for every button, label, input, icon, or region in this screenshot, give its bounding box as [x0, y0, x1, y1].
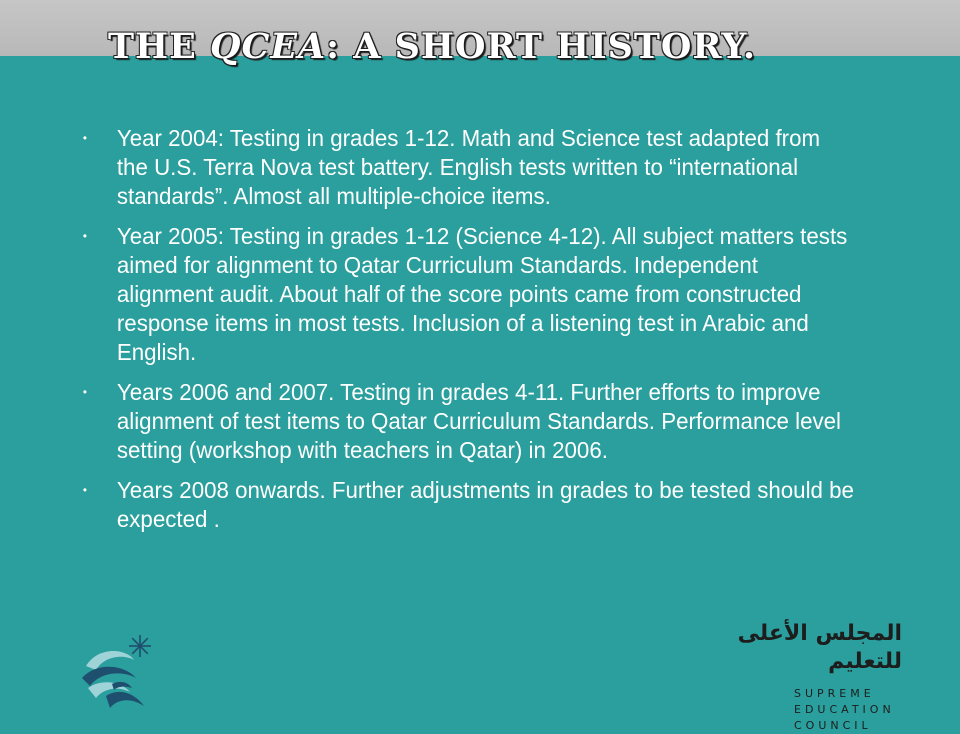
bullet-2004: [80, 124, 856, 211]
council-logo: [702, 620, 902, 734]
title-prefix: THE: [108, 26, 210, 67]
bullet-2006-2007: [80, 378, 856, 465]
bullet-text: Year 2005: Testing in grades 1-12 (Science 4-12). All subject matters tests aimed for alignment to Qatar Curriculum Standards. Independent alignment audit. About half of the score points came from constructed response items in most tests. Inclusion of a listening test in Arabic and English.: [116, 223, 848, 365]
bullet-text: Year 2004: Testing in grades 1-12. Math and Science test adapted from the U.S. Terra Nova test battery. English tests written to “international standards”. Almost all multiple-choice items.: [116, 125, 821, 209]
history-bullet-list: [80, 124, 880, 534]
logo-arabic-name: المجلس الأعلى للتعليم: [737, 621, 902, 674]
council-emblem-icon: [78, 626, 158, 716]
title-suffix: : A SHORT HISTORY.: [326, 26, 757, 67]
bullet-2008-onwards: [80, 476, 856, 534]
bullet-dot-icon: •: [82, 483, 87, 497]
bullet-dot-icon: •: [82, 131, 87, 145]
logo-line-education: EDUCATION: [794, 703, 895, 716]
bullet-dot-icon: •: [82, 229, 87, 243]
logo-line-supreme: SUPREME: [794, 687, 875, 700]
slide-title: [108, 26, 756, 67]
bullet-text: Years 2006 and 2007. Testing in grades 4-11. Further efforts to improve alignment of test items to Qatar Curriculum Standards. Performance level setting (workshop with teachers in Qatar) in 2006.: [116, 379, 842, 463]
bullet-text: Years 2008 onwards. Further adjustments in grades to be tested should be expected .: [116, 477, 854, 532]
title-acronym: QCEA: [209, 26, 327, 67]
slide-body: [80, 124, 880, 545]
logo-line-council: COUNCIL: [794, 719, 872, 732]
bullet-2005: [80, 222, 856, 367]
bullet-dot-icon: •: [82, 385, 87, 399]
